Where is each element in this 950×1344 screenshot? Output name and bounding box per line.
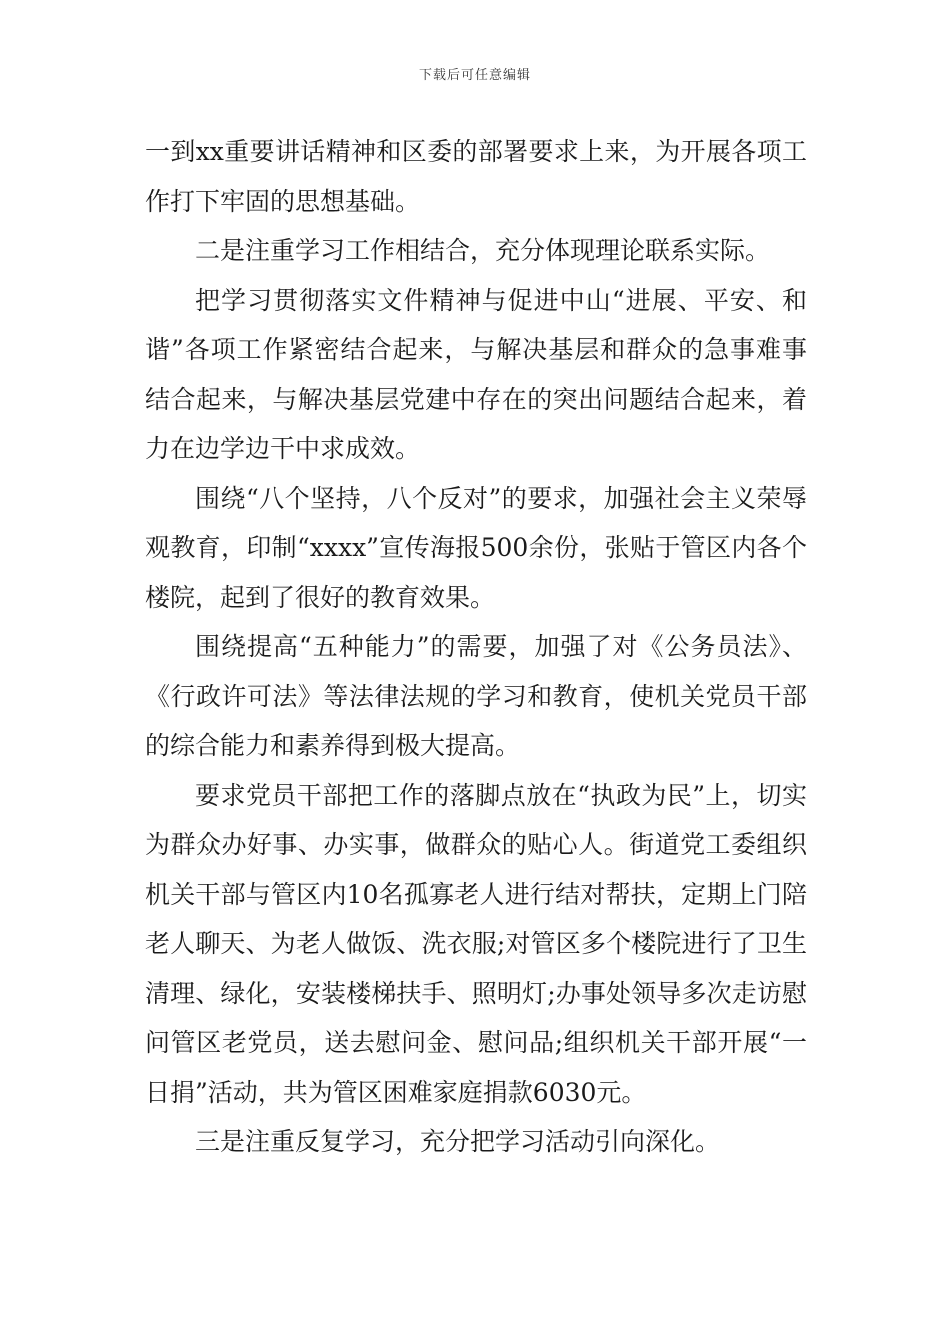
page-header-note: 下载后可任意编辑	[418, 68, 531, 83]
paragraph-5: 围绕提高“五种能力”的需要，加强了对《公务员法》、《行政许可法》等法律法规的学习和教育，使机关党员干部的综合能力和素养得到极大提高。	[145, 632, 807, 760]
paragraph-6: 要求党员干部把工作的落脚点放在“执政为民”上，切实为群众办好事、办实事，做群众的贴心人。街道党工委组织机关干部与管区内10名孤寡老人进行结对帮扶，定期上门陪老人聊天、为老人做饭、洗衣服;对管区多个楼院进行了卫生清理、绿化，安装楼梯扶手、照明灯;办事处领导多次走访慰问管区老党员，送去慰问金、慰问品;组织机关干部开展“一日捐”活动，共为管区困难家庭捐款6030元。	[145, 780, 807, 1107]
paragraph-4: 围绕“八个坚持，八个反对”的要求，加强社会主义荣辱观教育，印制“xxxx”宣传海报500余份，张贴于管区内各个楼院，起到了很好的教育效果。	[145, 483, 807, 612]
document-body	[145, 127, 807, 1167]
paragraph-7: 三是注重反复学习，充分把学习活动引向深化。	[195, 1127, 721, 1156]
paragraph-1: 一到xx重要讲话精神和区委的部署要求上来，为开展各项工作打下牢固的思想基础。	[145, 137, 807, 216]
paragraph-2: 二是注重学习工作相结合，充分体现理论联系实际。	[195, 236, 771, 265]
paragraph-3: 把学习贯彻落实文件精神与促进中山“进展、平安、和谐”各项工作紧密结合起来，与解决基层和群众的急事难事结合起来，与解决基层党建中存在的突出问题结合起来，着力在边学边干中求成效。	[145, 285, 807, 463]
